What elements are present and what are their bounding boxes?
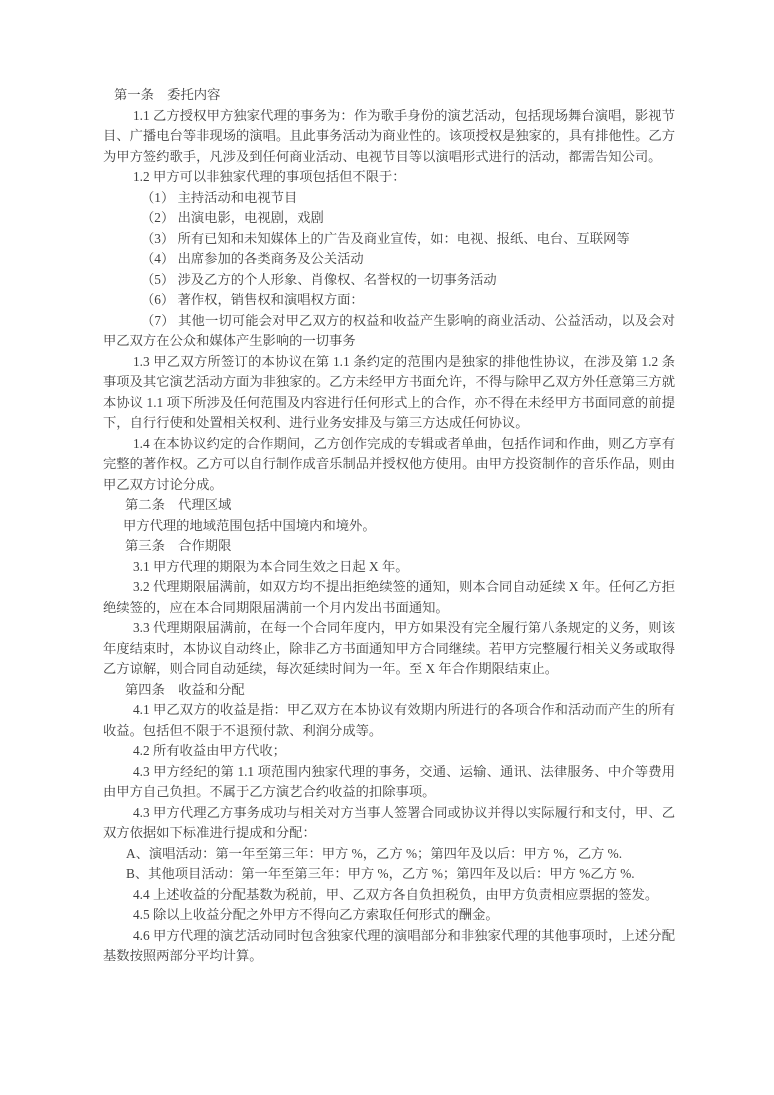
clause-1-2: 1.2 甲方可以非独家代理的事项包括但不限于：: [133, 169, 406, 184]
clause-4-1: 4.1 甲乙双方的收益是指：甲乙双方在本协议有效期内所进行的各项合作和活动而产生的所有收益。包括但不限于不退预付款、利润分成等。: [103, 702, 675, 738]
clause-1-1: 1.1 乙方授权甲方独家代理的事务为：作为歌手身份的演艺活动，包括现场舞台演唱，影视节目、广播电台等非现场的演唱。且此事务活动为商业性的。该项授权是独家的，具有排他性。乙方为甲方签约歌手，凡涉及到任何商业活动、电视节目等以演唱形式进行的活动，都需告知公司。: [103, 107, 675, 164]
clause-4-5: 4.5 除以上收益分配之外甲方不得向乙方索取任何形式的酬金。: [133, 907, 499, 922]
list-item-1: （1） 主持活动和电视节目: [141, 189, 298, 205]
article-1-heading: 第一条 委托内容: [114, 87, 221, 102]
clause-2-1: 甲方代理的地域范围包括中国境内和境外。: [123, 517, 376, 533]
clause-1-4: 1.4 在本协议约定的合作期间，乙方创作完成的专辑或者单曲，包括作词和作曲，则乙方享有完整的著作权。乙方可以自行制作成音乐制品并授权他方使用。由甲方投资制作的音乐作品，则由甲乙双方讨论分成。: [103, 435, 675, 492]
list-item-2: （2） 出演电影，电视剧，戏剧: [141, 210, 324, 225]
sub-item-a: A、演唱活动：第一年至第三年：甲方 %，乙方 %；第四年及以后：甲方 %，乙方 %.: [126, 845, 623, 861]
article-3-heading: 第三条 合作期限: [125, 538, 232, 553]
list-item-5: （5） 涉及乙方的个人形象、肖像权、名誉权的一切事务活动: [141, 271, 497, 287]
clause-4-4: 4.4 上述收益的分配基数为税前，甲、乙双方各自负担税负，由甲方负责相应票据的签发。: [133, 886, 659, 902]
clause-4-3a: 4.3 甲方经纪的第 1.1 项范围内独家代理的事务，交通、运输、通讯、法律服务、中介等费用由甲方自己负担。不属于乙方演艺合约收益的扣除事项。: [103, 763, 675, 799]
clause-3-2: 3.2 代理期限届满前，如双方均不提出拒绝续签的通知，则本合同自动延续 X 年。任何乙方拒绝续签的，应在本合同期限届满前一个月内发出书面通知。: [103, 579, 675, 615]
clause-1-3: 1.3 甲乙双方所签订的本协议在第 1.1 条约定的范围内是独家的排他性协议，在涉及第 1.2 条事项及其它演艺活动方面为非独家的。乙方未经甲方书面允许，不得与除甲乙双方外任意第三方就本协议 1.1 项下所涉及任何范围及内容进行任何形式上的合作，亦不得在未经甲方书面同意的前提下，自行行使和处置相关权利、进行业务安排及与第三方达成任何协议。: [103, 353, 675, 430]
list-item-3: （3） 所有已知和未知媒体上的广告及商业宣传，如：电视、报纸、电台、互联网等: [141, 230, 630, 246]
list-item-7: （7） 其他一切可能会对甲乙双方的权益和收益产生影响的商业活动、公益活动，以及会对甲乙双方在公众和媒体产生影响的一切事务: [103, 312, 675, 348]
clause-3-1: 3.1 甲方代理的期限为本合同生效之日起 X 年。: [133, 558, 409, 574]
sub-item-b: B、其他项目活动：第一年至第三年：甲方 %，乙方 %；第四年及以后：甲方 %乙方 %.: [126, 866, 635, 881]
clause-4-6: 4.6 甲方代理的演艺活动同时包含独家代理的演唱部分和非独家代理的其他事项时，上述分配基数按照两部分平均计算。: [103, 927, 675, 963]
clause-4-3b: 4.3 甲方代理乙方事务成功与相关对方当事人签署合同或协议并得以实际履行和支付，甲、乙双方依据如下标准进行提成和分配：: [103, 804, 675, 840]
article-2-heading: 第二条 代理区域: [125, 497, 232, 512]
clause-3-3: 3.3 代理期限届满前，在每一个合同年度内，甲方如果没有完全履行第八条规定的义务，则该年度结束时，本协议自动终止，除非乙方书面通知甲方合同继续。若甲方完整履行相关义务或取得乙方谅解，则合同自动延续，每次延续时间为一年。至 X 年合作期限结束止。: [103, 620, 675, 676]
article-4-heading: 第四条 收益和分配: [125, 681, 245, 697]
document-body: [103, 85, 675, 967]
list-item-4: （4） 出席参加的各类商务及公关活动: [141, 251, 364, 266]
clause-4-2: 4.2 所有收益由甲方代收；: [133, 743, 286, 758]
list-item-6: （6） 著作权，销售权和演唱权方面：: [141, 292, 364, 307]
